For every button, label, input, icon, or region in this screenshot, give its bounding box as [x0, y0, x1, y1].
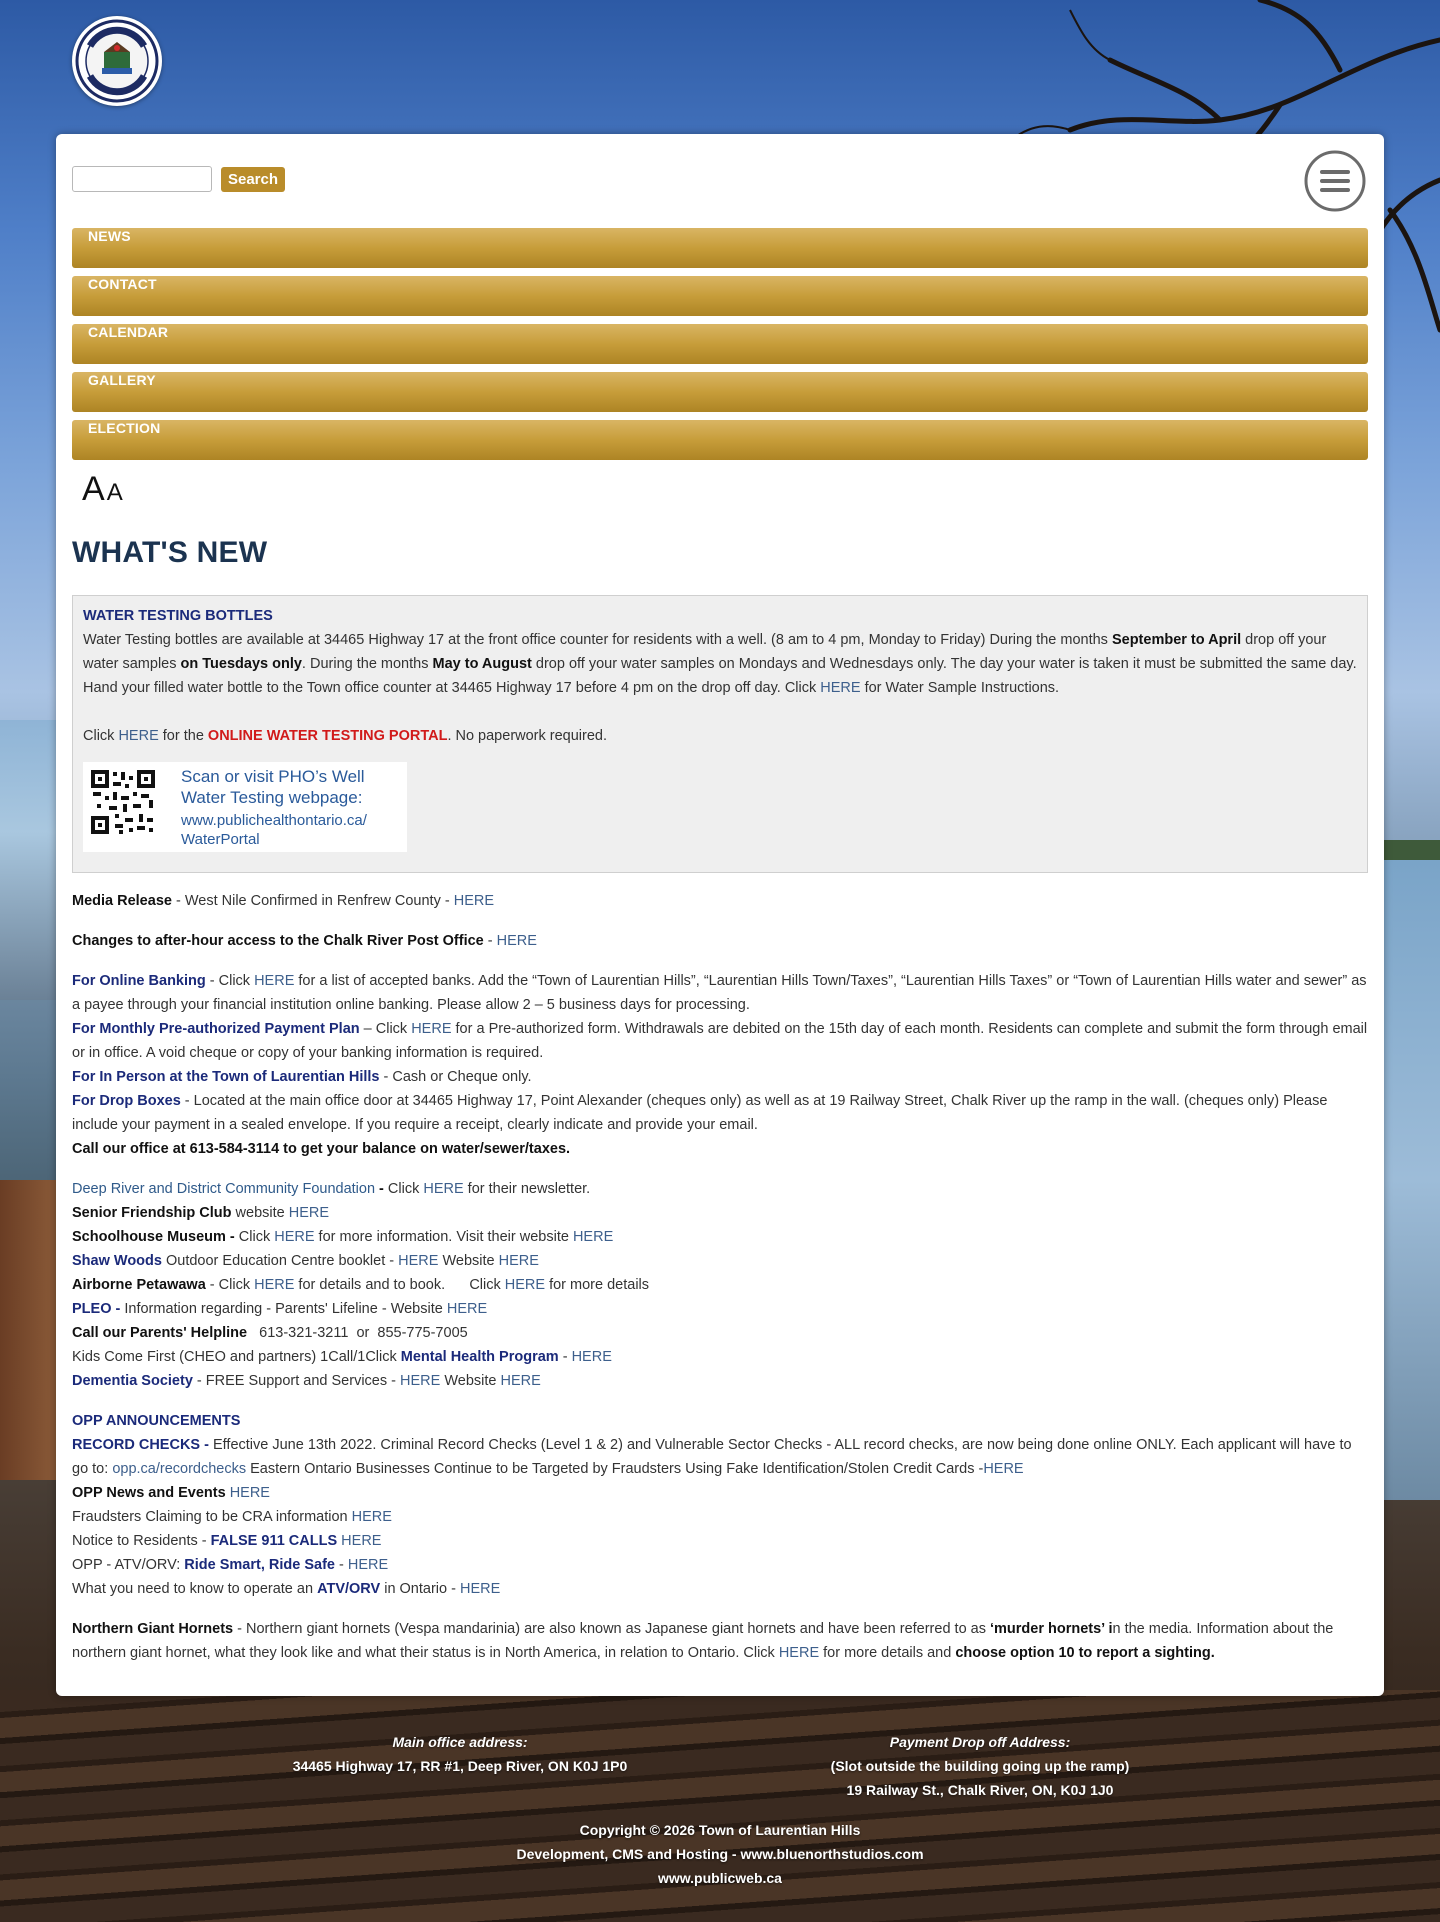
- schoolhouse-label: Schoolhouse Museum -: [72, 1229, 235, 1245]
- text-bold: May to August: [432, 656, 532, 672]
- opp-news-label: OPP News and Events: [72, 1485, 226, 1501]
- text: -: [558, 1349, 572, 1365]
- text: - Located at the main office door at 34465 Highway 17, Point Alexander (cheques only) as well as at 19 Railway Street, Chalk River up the ramp in the wall. (cheques only) Please include your payment in a sealed envelope. If you require a receipt, clearly indicate and provide your email.: [72, 1093, 1328, 1133]
- fraudsters-link[interactable]: HERE: [983, 1461, 1024, 1477]
- monthly-plan-link[interactable]: HERE: [411, 1021, 452, 1037]
- text: Fraudsters Claiming to be CRA information: [72, 1509, 352, 1525]
- online-banking-link[interactable]: HERE: [254, 973, 295, 989]
- drdcf-label[interactable]: Deep River and District Community Foundation: [72, 1181, 376, 1197]
- dementia-label: Dementia Society: [72, 1373, 193, 1389]
- payment-drop-line: (Slot outside the building going up the ramp): [830, 1758, 1130, 1774]
- text: for more details and: [819, 1645, 956, 1661]
- text: . No paperwork required.: [447, 728, 608, 744]
- text: Water Testing bottles are available at 34465 Highway 17 at the front office counter for residents with a well. (8 am to 4 pm, Monday to Friday) During the months: [83, 632, 1112, 648]
- nav-contact[interactable]: CONTACT: [72, 276, 1368, 316]
- text: n the media. Information about the northern giant hornet, what they look like and what their status is in North America, in relation to Ontario. Click: [72, 1621, 1334, 1661]
- mental-health-link[interactable]: HERE: [571, 1349, 612, 1365]
- text: – Click: [359, 1021, 412, 1037]
- qr-caption-line: Water Testing webpage:: [181, 788, 363, 807]
- background-shore-left: [0, 720, 56, 1000]
- media-release-line: [72, 889, 1368, 913]
- online-banking-label[interactable]: For Online Banking: [72, 973, 206, 989]
- text: - FREE Support and Services -: [192, 1373, 400, 1389]
- text: Click: [387, 1181, 424, 1197]
- helpline-numbers: 613-321-3211 or 855-775-7005: [247, 1325, 468, 1341]
- text: for a list of accepted banks. Add the “Town of Laurentian Hills”, “Laurentian Hills Town/Taxes”, “Laurentian Hills Taxes” or “Town of Laurentian Hills water and sewer” as a payee through your financial institution online banking. Please allow 2 – 5 business days for processing.: [72, 973, 1367, 1013]
- nav-election[interactable]: ELECTION: [72, 420, 1368, 460]
- hornets-label: Northern Giant Hornets: [72, 1621, 234, 1637]
- development-credit-link[interactable]: Development, CMS and Hosting - www.bluenorthstudios.com: [516, 1846, 924, 1862]
- nav-calendar[interactable]: CALENDAR: [72, 324, 1368, 364]
- media-release-label: Media Release: [72, 893, 172, 909]
- dementia-website-link[interactable]: HERE: [500, 1373, 541, 1389]
- schoolhouse-website-link[interactable]: HERE: [572, 1229, 614, 1245]
- atv-orv-link[interactable]: HERE: [459, 1581, 501, 1597]
- font-size-increase[interactable]: A: [82, 470, 105, 508]
- water-portal-paragraph: [83, 724, 1357, 748]
- dementia-support-link[interactable]: HERE: [400, 1373, 441, 1389]
- text-bold: -: [375, 1181, 388, 1197]
- mental-health-label: Mental Health Program: [400, 1349, 559, 1365]
- text: - West Nile Confirmed in Renfrew County -: [171, 893, 454, 909]
- text: -: [483, 933, 497, 949]
- community-section: [72, 1177, 1368, 1393]
- text-bold: on Tuesdays only: [180, 656, 302, 672]
- main-office-label: Main office address:: [392, 1734, 528, 1750]
- search-input[interactable]: [72, 166, 212, 192]
- footer-main-office: [160, 1730, 760, 1778]
- text-bold: choose option 10 to report a sighting.: [955, 1645, 1215, 1661]
- text: Notice to Residents -: [72, 1533, 211, 1549]
- text: for more details: [545, 1277, 650, 1293]
- font-size-decrease[interactable]: A: [106, 479, 123, 506]
- post-office-line: [72, 929, 1368, 953]
- text: for the: [158, 728, 208, 744]
- qr-code-banner[interactable]: [83, 762, 407, 852]
- monthly-plan-label[interactable]: For Monthly Pre-authorized Payment Plan: [72, 1021, 360, 1037]
- qr-caption: [181, 766, 367, 849]
- text: Website: [440, 1373, 501, 1389]
- font-size-controls: [82, 470, 123, 509]
- text: - Cash or Cheque only.: [379, 1069, 532, 1085]
- text: Effective June 13th 2022. Criminal Record Checks (Level 1 & 2) and Vulnerable Sector Checks - ALL record checks, are now being done online ONLY. Each applicant will have to go to:: [72, 1437, 1352, 1477]
- page-title: WHAT'S NEW: [72, 536, 268, 569]
- helpline-label: Call our Parents' Helpline: [72, 1325, 248, 1341]
- ride-smart-link[interactable]: HERE: [347, 1557, 389, 1573]
- text: in Ontario -: [380, 1581, 460, 1597]
- text: Kids Come First (CHEO and partners) 1Call/1Click: [72, 1349, 401, 1365]
- nav-news[interactable]: NEWS: [72, 228, 1368, 268]
- text: - Click: [205, 1277, 255, 1293]
- background-chair: [0, 1180, 56, 1480]
- text: for Water Sample Instructions.: [860, 680, 1060, 696]
- schoolhouse-link[interactable]: HERE: [274, 1229, 315, 1245]
- text: Click: [234, 1229, 275, 1245]
- atv-orv-label: ATV/ORV: [317, 1581, 381, 1597]
- shaw-woods-label: Shaw Woods: [72, 1253, 162, 1269]
- ride-smart-label: Ride Smart, Ride Safe: [184, 1557, 335, 1573]
- post-office-label: Changes to after-hour access to the Chalk River Post Office: [72, 933, 484, 949]
- media-release-link[interactable]: HERE: [453, 893, 495, 909]
- publicweb-link[interactable]: www.publicweb.ca: [658, 1870, 782, 1886]
- town-logo[interactable]: [72, 16, 162, 106]
- text: for details and to book. Click: [294, 1277, 505, 1293]
- cra-fraud-link[interactable]: HERE: [351, 1509, 392, 1525]
- payment-drop-address: 19 Railway St., Chalk River, ON, K0J 1J0: [846, 1782, 1114, 1798]
- text: What you need to know to operate an: [72, 1581, 318, 1597]
- text: drop off your water samples: [83, 632, 1327, 672]
- shaw-woods-booklet-link[interactable]: HERE: [398, 1253, 439, 1269]
- water-testing-box: [72, 595, 1368, 873]
- text: -: [334, 1557, 348, 1573]
- nav-gallery[interactable]: GALLERY: [72, 372, 1368, 412]
- text: Website: [438, 1253, 499, 1269]
- false-911-label: FALSE 911 CALLS: [210, 1533, 338, 1549]
- text-bold: September to April: [1111, 632, 1242, 648]
- qr-code-icon: [89, 768, 157, 836]
- footer-payment-drop: [720, 1730, 1240, 1802]
- qr-caption-line: Scan or visit PHO’s Well: [181, 767, 365, 786]
- opp-heading: OPP ANNOUNCEMENTS: [72, 1413, 241, 1429]
- water-portal-link[interactable]: HERE: [118, 728, 159, 744]
- search-button[interactable]: Search: [221, 167, 285, 192]
- airborne-details-link[interactable]: HERE: [504, 1277, 546, 1293]
- text: . During the months: [301, 656, 433, 672]
- text: Click: [83, 728, 119, 744]
- hamburger-menu-icon[interactable]: [1304, 150, 1366, 212]
- payments-section: [72, 969, 1368, 1161]
- drop-boxes-label[interactable]: For Drop Boxes: [72, 1093, 181, 1109]
- online-portal-label: ONLINE WATER TESTING PORTAL: [207, 728, 448, 744]
- text: - Click: [205, 973, 255, 989]
- pleo-label: PLEO -: [72, 1301, 121, 1317]
- hornets-section: [72, 1617, 1368, 1665]
- text: for a Pre-authorized form. Withdrawals are debited on the 15th day of each month. Residents can complete and submit the form through email or in office. A void cheque or copy of your banking information is required.: [72, 1021, 1368, 1061]
- text: drop off your water samples on Mondays and Wednesdays only. The day your water is taken it must be submitted the same day. Hand your filled water bottle to the Town office counter at 34465 Highway 17 before 4 pm on the drop off day. Click: [83, 656, 1357, 696]
- text: Eastern Ontario Businesses Continue to be Targeted by Fraudsters Using Fake Identification/Stolen Credit Cards -: [246, 1461, 984, 1477]
- airborne-booking-link[interactable]: HERE: [254, 1277, 295, 1293]
- airborne-label: Airborne Petawawa: [72, 1277, 206, 1293]
- drdcf-link[interactable]: HERE: [423, 1181, 464, 1197]
- town-seal-icon: [72, 16, 162, 106]
- senior-club-link[interactable]: HERE: [288, 1205, 330, 1221]
- record-checks-link[interactable]: opp.ca/recordchecks: [112, 1461, 247, 1477]
- qr-url-line: WaterPortal: [181, 831, 260, 848]
- call-office-text: Call our office at 613-584-3114 to get your balance on water/sewer/taxes.: [72, 1141, 571, 1157]
- copyright-text: Copyright © 2026 Town of Laurentian Hills: [579, 1822, 861, 1838]
- water-instructions-link[interactable]: HERE: [820, 680, 861, 696]
- text: Information regarding - Parents' Lifeline - Website: [120, 1301, 447, 1317]
- false-911-link[interactable]: HERE: [341, 1533, 382, 1549]
- water-testing-paragraph: [83, 628, 1357, 700]
- main-office-address: 34465 Highway 17, RR #1, Deep River, ON K0J 1P0: [292, 1758, 628, 1774]
- footer-credits: [420, 1818, 1020, 1890]
- opp-section: [72, 1409, 1368, 1601]
- in-person-label[interactable]: For In Person at the Town of Laurentian Hills: [72, 1069, 380, 1085]
- qr-url-line: www.publichealthontario.ca/: [181, 812, 367, 829]
- pleo-link[interactable]: HERE: [446, 1301, 488, 1317]
- text: Outdoor Education Centre booklet -: [161, 1253, 399, 1269]
- record-checks-label: RECORD CHECKS -: [72, 1437, 209, 1453]
- payment-drop-label: Payment Drop off Address:: [889, 1734, 1071, 1750]
- post-office-link[interactable]: HERE: [496, 933, 537, 949]
- text: for their newsletter.: [463, 1181, 591, 1197]
- senior-club-label: Senior Friendship Club: [72, 1205, 232, 1221]
- text: OPP - ATV/ORV:: [72, 1557, 185, 1573]
- text: website: [231, 1205, 289, 1221]
- water-testing-heading: WATER TESTING BOTTLES: [83, 608, 273, 624]
- shaw-woods-website-link[interactable]: HERE: [498, 1253, 539, 1269]
- text: - Northern giant hornets (Vespa mandarinia) are also known as Japanese giant hornets and have been referred to as: [233, 1621, 990, 1637]
- hornets-link[interactable]: HERE: [778, 1645, 820, 1661]
- opp-news-link[interactable]: HERE: [229, 1485, 270, 1501]
- text-bold: ‘murder hornets’ i: [990, 1621, 1113, 1637]
- text: for more information. Visit their website: [314, 1229, 573, 1245]
